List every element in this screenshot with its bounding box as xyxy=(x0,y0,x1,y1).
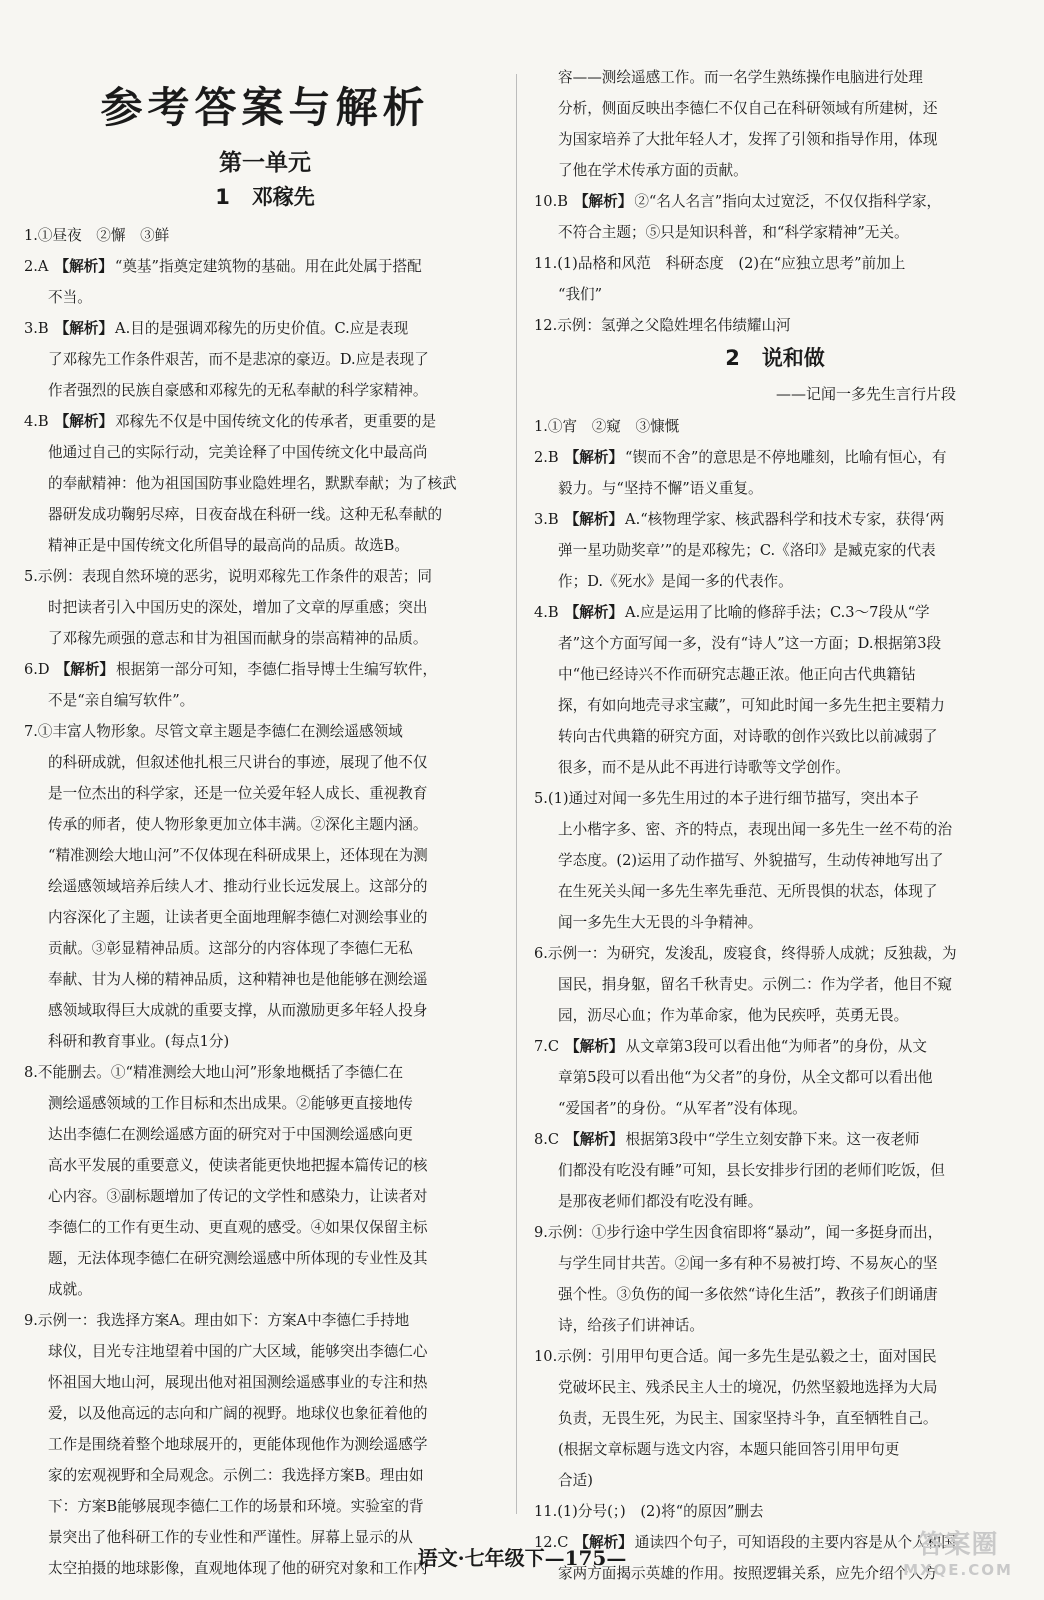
analysis-tag: 【解析】 xyxy=(54,320,114,337)
answer-line: 与学生同甘共苦。②闻一多有种不易被打垮、不易灰心的坚 xyxy=(558,1255,938,1272)
answer-line: 他通过自己的实际行动，完美诠释了中国传统文化中最高尚 xyxy=(48,444,428,461)
answer-line: 闻一多先生大无畏的斗争精神。 xyxy=(558,914,763,931)
answer-line: 家的宏观视野和全局观念。示例二：我选择方案B。理由如 xyxy=(48,1467,424,1484)
answer-line: 是那夜老师们都没有吃没有睡。 xyxy=(558,1193,763,1210)
answer-line: 工作是围绕着整个地球展开的，更能体现他作为测绘遥感学 xyxy=(48,1436,428,1453)
analysis-tag: 【解析】 xyxy=(565,1131,624,1148)
answer-line: 很多，而不是从此不再进行诗歌等文学创作。 xyxy=(558,759,850,776)
lesson-name: 邓稼先 xyxy=(251,185,315,209)
answer-line: 1.①宵 ②窥 ③慷慨 xyxy=(534,418,680,435)
answer-line: 怀祖国大地山河，展现出他对祖国测绘遥感事业的专注和热 xyxy=(48,1374,428,1391)
answer-line: 高水平发展的重要意义，使读者能更快地把握本篇传记的核 xyxy=(48,1157,428,1174)
answer-line: 党破坏民主、残杀民主人士的境况，仍然坚毅地选择为大局 xyxy=(558,1379,938,1396)
answer-line: “我们” xyxy=(558,286,603,303)
answer-line: 们都没有吃没有睡”可知，县长安排步行团的老师们吃饭，但 xyxy=(558,1162,945,1179)
answer-line: 心内容。③副标题增加了传记的文学性和感染力，让读者对 xyxy=(48,1188,428,1205)
analysis-tag: 【解析】 xyxy=(564,449,624,466)
answer-line: “精准测绘大地山河”不仅体现在科研成果上，还体现在为测 xyxy=(48,847,428,864)
answer-line: 探，有如向地壳寻求宝藏”，可知此时闻一多先生把主要精力 xyxy=(558,697,945,714)
answer-line: 8.C 【解析】 根据第3段中“学生立刻安静下来。这一夜老师 xyxy=(534,1131,920,1148)
answer-line: 合适) xyxy=(558,1472,593,1489)
column-divider xyxy=(516,74,517,1514)
answer-line: 成就。 xyxy=(48,1281,92,1298)
watermark-logo xyxy=(898,1524,1018,1586)
answer-line: 贡献。③彰显精神品质。这部分的内容体现了李德仁无私 xyxy=(48,940,413,957)
answer-line: (根据文章标题与选文内容，本题只能回答引用甲句更 xyxy=(558,1441,900,1458)
lesson-1-heading xyxy=(24,180,506,214)
answer-line: 12.C 【解析】 通读四个句子，可知语段的主要内容是从个人和国 xyxy=(534,1534,956,1551)
answer-line: 转向古代典籍的研究方面，对诗歌的创作兴致比以前减弱了 xyxy=(558,728,938,745)
answer-line: 11.(1)品格和风范 科研态度 (2)在“应独立思考”前加上 xyxy=(534,255,906,272)
answer-line: 的科研成就，但叙述他扎根三尺讲台的事迹，展现了他不仅 xyxy=(48,754,428,771)
answer-line: 了他在学术传承方面的贡献。 xyxy=(558,162,748,179)
answer-line: 11.(1)分号(；) (2)将“的原因”删去 xyxy=(534,1503,764,1520)
answer-line: 中“他已经诗兴不作而研究志趣正浓。他正向古代典籍钻 xyxy=(558,666,916,683)
right-column xyxy=(534,62,1016,1589)
answer-line: 太空拍摄的地球影像，直观地体现了他的研究对象和工作内 xyxy=(48,1560,428,1577)
answer-line: 景突出了他科研工作的专业性和严谨性。屏幕上显示的从 xyxy=(48,1529,413,1546)
answer-line: 7.C 【解析】 从文章第3段可以看出他“为师者”的身份，从文 xyxy=(534,1038,927,1055)
analysis-tag: 【解析】 xyxy=(564,604,624,621)
lesson-number: 2 xyxy=(725,346,740,370)
analysis-tag: 【解析】 xyxy=(54,258,113,275)
answer-line: 内容深化了主题，让读者更全面地理解李德仁对测绘事业的 xyxy=(48,909,428,926)
lesson-number: 1 xyxy=(215,185,230,209)
answer-line: 9.示例一：我选择方案A。理由如下：方案A中李德仁手持地 xyxy=(24,1312,410,1329)
answer-line: 的奉献精神：他为祖国国防事业隐姓埋名，默默奉献；为了核武 xyxy=(48,475,457,492)
lesson-2-heading xyxy=(534,341,1016,375)
answer-line: 3.B 【解析】 A.目的是强调邓稼先的历史价值。C.应是表现 xyxy=(24,320,409,337)
analysis-tag: 【解析】 xyxy=(54,413,114,430)
answer-line: 科研和教育事业。(每点1分) xyxy=(48,1033,230,1050)
answer-line: 了邓稼先顽强的意志和甘为祖国而献身的崇高精神的品质。 xyxy=(48,630,428,647)
answer-line: 家两方面揭示英雄的作用。按照逻辑关系，应先介绍个人方 xyxy=(558,1565,938,1582)
answer-line: 传承的师者，使人物形象更加立体丰满。②深化主题内涵。 xyxy=(48,816,428,833)
answer-line: 强个性。③负伤的闻一多依然“诗化生活”，教孩子们朗诵唐 xyxy=(558,1286,938,1303)
answer-line: 奉献、甘为人梯的精神品质，这种精神也是他能够在测绘遥 xyxy=(48,971,428,988)
answer-line: 1.①昼夜 ②懈 ③鲜 xyxy=(24,227,170,244)
analysis-tag: 【解析】 xyxy=(55,661,115,678)
answer-line: 7.①丰富人物形象。尽管文章主题是李德仁在测绘遥感领域 xyxy=(24,723,403,740)
page-title: 参考答案与解析 xyxy=(100,83,430,132)
answer-line: 球仪，目光专注地望着中国的广大区域，能够突出李德仁心 xyxy=(48,1343,428,1360)
answer-line: 10.示例：引用甲句更合适。闻一多先生是弘毅之士，面对国民 xyxy=(534,1348,937,1365)
answer-line: 6.D 【解析】 根据第一部分可知，李德仁指导博士生编写软件， xyxy=(24,661,438,678)
left-column xyxy=(24,60,506,1584)
answer-line: 分析，侧面反映出李德仁不仅自己在科研领域有所建树，还 xyxy=(558,100,938,117)
answer-line: 者”这个方面写闻一多，没有“诗人”这一方面；D.根据第3段 xyxy=(558,635,942,652)
answer-line: 是一位杰出的科学家，还是一位关爱年轻人成长、重视教育 xyxy=(48,785,428,802)
page-footer: 语文·七年级下—175— xyxy=(417,1546,627,1570)
answer-line: 达出李德仁在测绘遥感方面的研究对于中国测绘遥感向更 xyxy=(48,1126,413,1143)
analysis-tag: 【解析】 xyxy=(565,1038,624,1055)
answer-line: 诗，给孩子们讲神话。 xyxy=(558,1317,704,1334)
analysis-tag: 【解析】 xyxy=(573,193,633,210)
answer-line: 5.(1)通过对闻一多先生用过的本子进行细节描写，突出本子 xyxy=(534,790,919,807)
answer-line: 李德仁的工作有更生动、更直观的感受。④如果仅保留主标 xyxy=(48,1219,428,1236)
answer-line: 9.示例：①步行途中学生因食宿即将“暴动”，闻一多挺身而出， xyxy=(534,1224,943,1241)
answer-line: 国民，捐身躯，留名千秋青史。示例二：作为学者，他目不窥 xyxy=(558,976,953,993)
answer-line: 弹一星功勋奖章’”的是邓稼先；C.《洛印》是臧克家的代表 xyxy=(558,542,936,559)
answer-line: 精神正是中国传统文化所倡导的最高尚的品质。故选B。 xyxy=(48,537,409,554)
answer-line: 学态度。(2)运用了动作描写、外貌描写，生动传神地写出了 xyxy=(558,852,944,869)
watermark-text: 答案圈 xyxy=(917,1530,999,1560)
answer-line: 负责，无畏生死，为民主、国家坚持斗争，直至牺牲自己。 xyxy=(558,1410,938,1427)
answer-line: 4.B 【解析】 A.应是运用了比喻的修辞手法；C.3～7段从“学 xyxy=(534,604,930,621)
answer-line: 上小楷字多、密、齐的特点，表现出闻一多先生一丝不苟的治 xyxy=(558,821,953,838)
answer-line: 测绘遥感领域的工作目标和杰出成果。②能够更直接地传 xyxy=(48,1095,413,1112)
answer-line: 6.示例一：为研究，发浚乱，废寝食，终得骄人成就；反独裁，为 xyxy=(534,945,957,962)
answer-line: 5.示例：表现自然环境的恶劣，说明邓稼先工作条件的艰苦；同 xyxy=(24,568,432,585)
answer-line: 感领域取得巨大成就的重要支撑，从而激励更多年轻人投身 xyxy=(48,1002,428,1019)
answer-line: 2.B 【解析】 “锲而不舍”的意思是不停地雕刻，比喻有恒心，有 xyxy=(534,449,947,466)
analysis-tag: 【解析】 xyxy=(564,511,624,528)
answer-line: 时把读者引入中国历史的深处，增加了文章的厚重感；突出 xyxy=(48,599,428,616)
answer-line: 10.B 【解析】 ②“名人名言”指向太过宽泛，不仅仅指科学家， xyxy=(534,193,942,210)
answer-line: 2.A 【解析】 “奠基”指奠定建筑物的基础。用在此处属于搭配 xyxy=(24,258,422,275)
answer-line: 不当。 xyxy=(48,289,92,306)
answer-line: 8.不能删去。①“精准测绘大地山河”形象地概括了李德仁在 xyxy=(24,1064,404,1081)
answer-line: 下：方案B能够展现李德仁工作的场景和环境。实验室的背 xyxy=(48,1498,424,1515)
lesson-subtitle: ——记闻一多先生言行片段 xyxy=(775,385,956,403)
answer-line: 3.B 【解析】 A.“核物理学家、核武器科学和技术专家，获得‘两 xyxy=(534,511,945,528)
answer-line: 作者强烈的民族自豪感和邓稼先的无私奉献的科学家精神。 xyxy=(48,382,428,399)
answer-line: 了邓稼先工作条件艰苦，而不是悲凉的豪迈。D.应是表现了 xyxy=(48,351,429,368)
answer-line: 爱，以及他高远的志向和广阔的视野。地球仪也象征着他的 xyxy=(48,1405,428,1422)
lesson-name: 说和做 xyxy=(761,346,825,370)
answer-line: 容——测绘遥感工作。而一名学生熟练操作电脑进行处理 xyxy=(558,69,923,86)
answer-line: 章第5段可以看出他“为父者”的身份，从全文都可以看出他 xyxy=(558,1069,933,1086)
analysis-tag: 【解析】 xyxy=(574,1534,633,1551)
answer-line: 4.B 【解析】 邓稼先不仅是中国传统文化的传承者，更重要的是 xyxy=(24,413,437,430)
watermark-url: MXQE.COM xyxy=(903,1561,1013,1579)
answer-line: 作；D.《死水》是闻一多的代表作。 xyxy=(558,573,793,590)
answer-line: 不符合主题；⑤只是知识科普，和“科学家精神”无关。 xyxy=(558,224,909,241)
answer-line: 器研发成功鞠躬尽瘁，日夜奋战在科研一线。这种无私奉献的 xyxy=(48,506,443,523)
answer-line: 园，沥尽心血；作为革命家，他为民疾呼，英勇无畏。 xyxy=(558,1007,909,1024)
answer-line: 绘遥感领域培养后续人才、推动行业长远发展上。这部分的 xyxy=(48,878,428,895)
answer-line: 毅力。与“坚持不懈”语义重复。 xyxy=(558,480,763,497)
answer-line: 12.示例：氢弹之父隐姓埋名伟绩耀山河 xyxy=(534,317,791,334)
answer-line: 不是“亲自编写软件”。 xyxy=(48,692,195,709)
answer-line: “爱国者”的身份。“从军者”没有体现。 xyxy=(558,1100,807,1117)
answer-line: 在生死关头闻一多先生率先垂范、无所畏惧的状态，体现了 xyxy=(558,883,938,900)
answer-line: 为国家培养了大批年轻人才，发挥了引领和指导作用，体现 xyxy=(558,131,938,148)
unit-heading: 第一单元 xyxy=(219,149,311,176)
answer-line: 题，无法体现李德仁在研究测绘遥感中所体现的专业性及其 xyxy=(48,1250,428,1267)
